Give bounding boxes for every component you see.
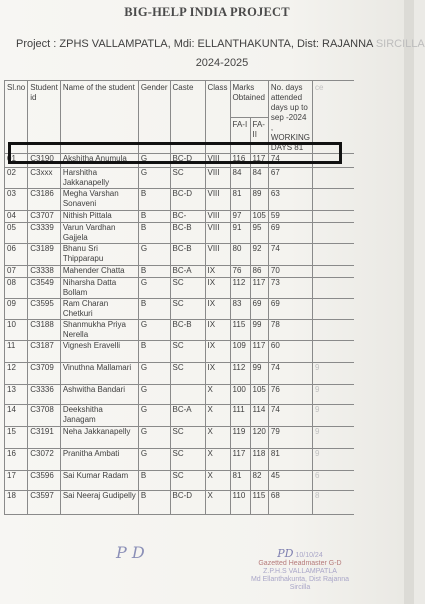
table-row [5,266,355,278]
cell-fa2: 95 [250,223,268,244]
cell-id: C3189 [28,244,61,266]
header-caste: Caste [170,81,205,154]
cell-name: Shanmukha Priya Nerella [60,320,138,341]
cell-caste: BC-D [170,491,205,515]
cell-gender: B [138,266,170,278]
cell-id: C3597 [28,491,61,515]
cell-days: 67 [268,168,312,189]
table-row [5,449,355,471]
cell-class: IX [205,320,230,341]
cell-fa1: 110 [230,491,250,515]
cell-days: 74 [268,405,312,427]
cell-id: C3549 [28,278,61,299]
cell-gender: B [138,471,170,491]
cell-days: 74 [268,244,312,266]
cell-name: Megha Varshan Sonaveni [60,189,138,211]
table-row [5,278,355,299]
cell-id: C3xxx [28,168,61,189]
header-class: Class [205,81,230,154]
cell-fa1: 115 [230,320,250,341]
cell-gender: G [138,405,170,427]
cell-fa1: 112 [230,363,250,385]
cell-name: Deekshitha Janagam [60,405,138,427]
cell-name: Ashwitha Bandari [60,385,138,405]
table-row [5,320,355,341]
cell-name: Niharsha Datta Bollam [60,278,138,299]
cell-days: 74 [268,154,312,168]
left-initials-signature: P D [116,543,145,562]
cell-extra: 9 [312,449,354,471]
table-row [5,341,355,363]
cell-gender: B [138,211,170,223]
cell-extra: 9 [312,405,354,427]
cell-name: Mahender Chatta [60,266,138,278]
stamp-signature: PD [277,547,294,560]
header-name: Name of the student [60,81,138,154]
cell-days: 74 [268,363,312,385]
cell-gender: B [138,189,170,211]
cell-caste: BC-D [170,154,205,168]
project-line-text: Project : ZPHS VALLAMPATLA, Mdi: ELLANTHAKUNTA, Dist: RAJANNA [16,38,373,50]
cell-sl: 07 [5,266,28,278]
cell-id: C3072 [28,449,61,471]
cell-id: C3190 [28,154,61,168]
cell-sl: 14 [5,405,28,427]
cell-days: 79 [268,427,312,449]
cell-class: X [205,385,230,405]
cell-days: 81 [268,449,312,471]
cell-fa1: 80 [230,244,250,266]
cell-sl: 05 [5,223,28,244]
cell-fa2: 86 [250,266,268,278]
cell-gender: B [138,223,170,244]
cell-gender: B [138,299,170,320]
cell-caste: BC-B [170,223,205,244]
cell-name: Vignesh Eravelli [60,341,138,363]
cell-name: Bhanu Sri Thipparapu [60,244,138,266]
cell-class: X [205,471,230,491]
cell-days: 69 [268,223,312,244]
cell-fa2: 82 [250,471,268,491]
cell-fa1: 117 [230,449,250,471]
cell-id: C3187 [28,341,61,363]
cell-class: X [205,427,230,449]
cell-sl: 18 [5,491,28,515]
cell-gender: B [138,341,170,363]
cell-class: IX [205,299,230,320]
cell-class: X [205,449,230,471]
cell-fa1: 100 [230,385,250,405]
cell-extra: 8 [312,491,354,515]
cell-sl: 09 [5,299,28,320]
cell-class: VIII [205,189,230,211]
cell-class: VIII [205,211,230,223]
cell-id: C3708 [28,405,61,427]
cell-gender: G [138,154,170,168]
cell-class: VIII [205,154,230,168]
cell-extra [312,211,354,223]
cell-id: C3338 [28,266,61,278]
cell-caste: BC-B [170,244,205,266]
cell-gender: G [138,449,170,471]
cell-name: Sai Kumar Radam [60,471,138,491]
cell-fa2: 117 [250,278,268,299]
cell-name: Ram Charan Chetkuri [60,299,138,320]
cell-fa1: 84 [230,168,250,189]
cell-fa2: 84 [250,168,268,189]
cell-sl: 03 [5,189,28,211]
cell-gender: G [138,168,170,189]
table-row [5,299,355,320]
cell-days: 59 [268,211,312,223]
table-row [5,427,355,449]
header-days: No. days attended days up to sep -2024 , WORKING DAYS 81 [268,81,312,154]
cell-id: C3339 [28,223,61,244]
scan-edge [404,0,414,604]
cell-fa1: 112 [230,278,250,299]
cell-fa1: 83 [230,299,250,320]
table-row [5,491,355,515]
cell-extra [312,223,354,244]
cell-sl: 01 [5,154,28,168]
cell-class: VIII [205,244,230,266]
cell-days: 73 [268,278,312,299]
cell-days: 78 [268,320,312,341]
cell-days: 63 [268,189,312,211]
header-student-id: Student id [28,81,61,154]
cell-fa2: 89 [250,189,268,211]
cell-class: X [205,491,230,515]
cell-sl: 06 [5,244,28,266]
cell-fa1: 116 [230,154,250,168]
cell-fa1: 97 [230,211,250,223]
cell-days: 60 [268,341,312,363]
cell-fa2: 99 [250,363,268,385]
cell-name: Pranitha Ambati [60,449,138,471]
cell-sl: 16 [5,449,28,471]
cell-caste: SC [170,168,205,189]
cell-extra [312,189,354,211]
cell-days: 45 [268,471,312,491]
cell-days: 69 [268,299,312,320]
cell-sl: 04 [5,211,28,223]
cell-extra [312,244,354,266]
cell-caste: SC [170,278,205,299]
cell-fa2: 114 [250,405,268,427]
cell-gender: G [138,363,170,385]
cell-name: Nithish Pittala [60,211,138,223]
header-fa1: FA-I [230,117,250,154]
cell-class: IX [205,363,230,385]
table-row [5,211,355,223]
cell-class: IX [205,341,230,363]
cell-caste: SC [170,363,205,385]
project-line [16,38,425,50]
academic-year: 2024-2025 [195,57,249,69]
cell-class: X [205,405,230,427]
cell-fa1: 81 [230,189,250,211]
cell-class: IX [205,278,230,299]
cell-gender: B [138,491,170,515]
cell-caste: SC [170,449,205,471]
cell-gender: G [138,320,170,341]
cell-days: 76 [268,385,312,405]
cell-name: Akshitha Anumula [60,154,138,168]
cell-sl: 02 [5,168,28,189]
table-row [5,244,355,266]
stamp-line-1: Gazetted Headmaster G-D [258,560,342,567]
cell-caste: SC [170,341,205,363]
cell-name: Neha Jakkanapelly [60,427,138,449]
cell-class: VIII [205,223,230,244]
cell-name: Sai Neeraj Gudipelly [60,491,138,515]
cell-id: C3707 [28,211,61,223]
cell-extra [312,168,354,189]
cell-days: 70 [268,266,312,278]
header-marks: Marks Obtained [230,81,268,118]
cell-fa1: 91 [230,223,250,244]
cell-id: C3596 [28,471,61,491]
cell-extra [312,341,354,363]
cell-fa2: 69 [250,299,268,320]
cell-fa2: 118 [250,449,268,471]
table-row [5,471,355,491]
cell-days: 68 [268,491,312,515]
cell-id: C3188 [28,320,61,341]
cell-gender: G [138,278,170,299]
cell-fa1: 119 [230,427,250,449]
cell-id: C3595 [28,299,61,320]
table-row [5,223,355,244]
stamp-line-3: Md Ellanthakunta, Dist Rajanna Sircilla [250,576,350,591]
cell-fa1: 81 [230,471,250,491]
table-row [5,168,355,189]
headmaster-stamp [240,547,360,592]
cell-fa2: 117 [250,154,268,168]
cell-extra: 6 [312,471,354,491]
cell-extra: 9 [312,363,354,385]
cell-sl: 10 [5,320,28,341]
cell-caste [170,385,205,405]
cell-fa2: 99 [250,320,268,341]
cell-caste: BC-A [170,266,205,278]
cell-sl: 15 [5,427,28,449]
cell-caste: SC [170,299,205,320]
table-row [5,189,355,211]
header-gender: Gender [138,81,170,154]
cell-caste: BC-B [170,320,205,341]
cell-fa2: 120 [250,427,268,449]
cell-id: C3709 [28,363,61,385]
table-row [5,385,355,405]
cell-id: C3336 [28,385,61,405]
cell-caste: BC- [170,211,205,223]
cell-gender: G [138,385,170,405]
cell-class: IX [205,266,230,278]
cell-extra: 9 [312,427,354,449]
cell-sl: 12 [5,363,28,385]
header-extra: ce [312,81,354,154]
cell-extra [312,266,354,278]
cell-caste: SC [170,427,205,449]
cell-sl: 08 [5,278,28,299]
cell-gender: G [138,244,170,266]
cell-fa2: 105 [250,211,268,223]
cell-class: VIII [205,168,230,189]
cell-name: Vinuthna Mallamari [60,363,138,385]
cell-name: Harshitha Jakkanapelly [60,168,138,189]
cell-extra [312,278,354,299]
cell-fa1: 109 [230,341,250,363]
table-row [5,405,355,427]
cell-fa2: 92 [250,244,268,266]
cell-id: C3191 [28,427,61,449]
cell-sl: 13 [5,385,28,405]
cell-fa2: 105 [250,385,268,405]
cell-gender: G [138,427,170,449]
stamp-date: 10/10/24 [295,552,323,559]
table-row [5,363,355,385]
highlight-box [8,142,342,164]
header-sl: Sl.no [5,81,28,154]
cell-sl: 17 [5,471,28,491]
cell-fa1: 111 [230,405,250,427]
cell-id: C3186 [28,189,61,211]
cell-fa2: 115 [250,491,268,515]
cell-sl: 11 [5,341,28,363]
cell-fa2: 117 [250,341,268,363]
cell-caste: BC-A [170,405,205,427]
cell-caste: SC [170,471,205,491]
cell-caste: BC-D [170,189,205,211]
cell-name: Varun Vardhan Gajjela [60,223,138,244]
cell-extra [312,299,354,320]
stamp-line-2: Z.P.H.S VALLAMPATLA [263,568,337,575]
page-title: BIG-HELP INDIA PROJECT [124,5,290,19]
header-fa2: FA-II [250,117,268,154]
cell-fa1: 76 [230,266,250,278]
cell-extra [312,320,354,341]
project-line-faded: SIRCILLA [375,38,425,50]
cell-extra: 9 [312,385,354,405]
